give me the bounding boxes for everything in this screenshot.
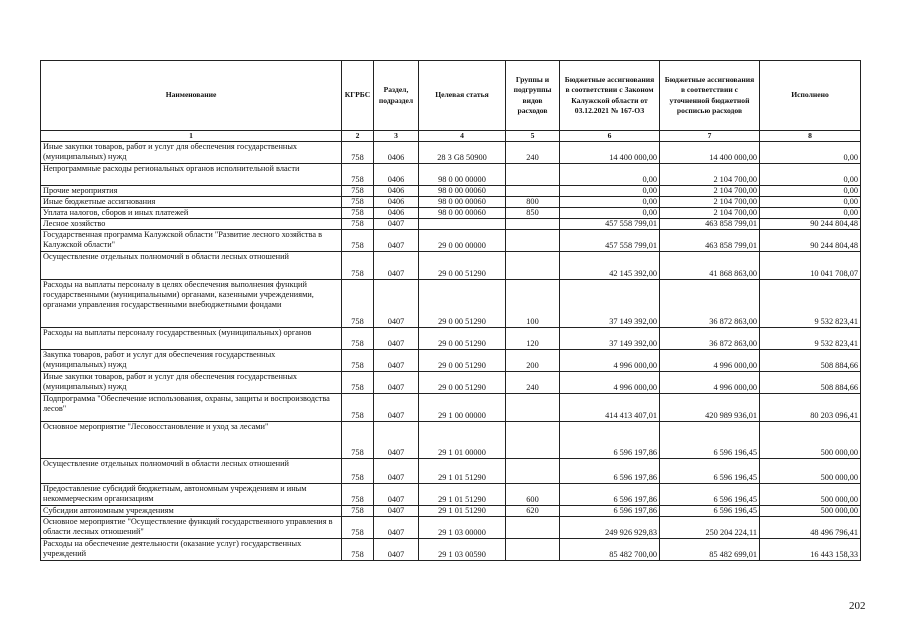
row-kgrbs: 758 (342, 539, 374, 561)
row-target-article: 29 1 00 00000 (419, 394, 506, 422)
row-section: 0407 (374, 484, 419, 506)
table-row (41, 197, 861, 208)
row-section: 0406 (374, 208, 419, 219)
row-target-article: 29 0 00 51290 (419, 280, 506, 328)
column-number: 6 (560, 131, 660, 142)
row-executed: 0,00 (760, 164, 861, 186)
row-executed: 508 884,66 (760, 372, 861, 394)
table-row (41, 280, 861, 328)
table-row (41, 186, 861, 197)
row-name: Субсидии автономным учреждениям (41, 506, 342, 517)
table-row (41, 484, 861, 506)
row-refined-allocation: 4 996 000,00 (660, 372, 760, 394)
row-target-article: 29 1 03 00590 (419, 539, 506, 561)
page-number: 202 (849, 600, 866, 612)
row-kgrbs: 758 (342, 164, 374, 186)
row-section: 0407 (374, 539, 419, 561)
header-name: Наименование (41, 61, 342, 131)
row-refined-allocation: 85 482 699,01 (660, 539, 760, 561)
row-expense-group (506, 186, 560, 197)
row-target-article: 98 0 00 00060 (419, 197, 506, 208)
row-target-article: 29 0 00 51290 (419, 328, 506, 350)
row-expense-group (506, 164, 560, 186)
row-refined-allocation: 14 400 000,00 (660, 142, 760, 164)
row-kgrbs: 758 (342, 506, 374, 517)
table-row (41, 372, 861, 394)
row-target-article: 29 0 00 51290 (419, 252, 506, 280)
row-section: 0407 (374, 517, 419, 539)
row-section: 0407 (374, 280, 419, 328)
row-kgrbs: 758 (342, 394, 374, 422)
row-law-allocation: 0,00 (560, 164, 660, 186)
row-section: 0407 (374, 422, 419, 459)
table-row (41, 252, 861, 280)
row-kgrbs: 758 (342, 252, 374, 280)
row-executed: 9 532 823,41 (760, 328, 861, 350)
row-expense-group: 800 (506, 197, 560, 208)
row-refined-allocation: 36 872 863,00 (660, 328, 760, 350)
row-section: 0407 (374, 394, 419, 422)
row-law-allocation: 42 145 392,00 (560, 252, 660, 280)
row-name: Иные закупки товаров, работ и услуг для обеспечения государственных (муниципальных) нужд (41, 372, 342, 394)
header-law-allocation: Бюджетные ассигнования в соответствии с Законом Калужской области от 03.12.2021 № 167-ОЗ (560, 61, 660, 131)
row-name: Государственная программа Калужской области "Развитие лесного хозяйства в Калужской области" (41, 230, 342, 252)
row-refined-allocation: 2 104 700,00 (660, 197, 760, 208)
row-refined-allocation: 420 989 936,01 (660, 394, 760, 422)
column-number: 3 (374, 131, 419, 142)
table-body (41, 142, 861, 561)
row-name: Расходы на обеспечение деятельности (оказание услуг) государственных учреждений (41, 539, 342, 561)
row-executed: 0,00 (760, 142, 861, 164)
table-row (41, 164, 861, 186)
table-row (41, 394, 861, 422)
row-refined-allocation: 463 858 799,01 (660, 230, 760, 252)
row-expense-group: 120 (506, 328, 560, 350)
table-row (41, 506, 861, 517)
row-executed: 500 000,00 (760, 506, 861, 517)
table-row (41, 422, 861, 459)
row-name: Непрограммные расходы региональных органов исполнительной власти (41, 164, 342, 186)
table-row (41, 459, 861, 484)
row-refined-allocation: 41 868 863,00 (660, 252, 760, 280)
row-expense-group: 240 (506, 142, 560, 164)
row-section: 0407 (374, 459, 419, 484)
row-executed: 508 884,66 (760, 350, 861, 372)
row-name: Расходы на выплаты персоналу государственных (муниципальных) органов (41, 328, 342, 350)
row-section: 0407 (374, 219, 419, 230)
row-refined-allocation: 2 104 700,00 (660, 164, 760, 186)
row-name: Предоставление субсидий бюджетным, автономным учреждениям и иным некоммерческим организациям (41, 484, 342, 506)
column-number-row (41, 131, 861, 142)
row-target-article: 29 1 01 51290 (419, 459, 506, 484)
row-target-article: 29 1 01 51290 (419, 506, 506, 517)
row-name: Осуществление отдельных полномочий в области лесных отношений (41, 252, 342, 280)
row-section: 0406 (374, 164, 419, 186)
row-expense-group: 200 (506, 350, 560, 372)
row-kgrbs: 758 (342, 208, 374, 219)
row-expense-group (506, 394, 560, 422)
row-law-allocation: 37 149 392,00 (560, 328, 660, 350)
row-target-article: 29 0 00 51290 (419, 350, 506, 372)
row-executed: 16 443 158,33 (760, 539, 861, 561)
row-law-allocation: 457 558 799,01 (560, 219, 660, 230)
row-executed: 500 000,00 (760, 484, 861, 506)
row-target-article: 29 1 03 00000 (419, 517, 506, 539)
table-row (41, 208, 861, 219)
row-executed: 500 000,00 (760, 459, 861, 484)
row-kgrbs: 758 (342, 422, 374, 459)
row-law-allocation: 457 558 799,01 (560, 230, 660, 252)
row-refined-allocation: 2 104 700,00 (660, 208, 760, 219)
row-executed: 500 000,00 (760, 422, 861, 459)
row-expense-group (506, 422, 560, 459)
row-name: Основное мероприятие "Лесовосстановление и уход за лесами" (41, 422, 342, 459)
row-law-allocation: 6 596 197,86 (560, 422, 660, 459)
row-kgrbs: 758 (342, 517, 374, 539)
row-refined-allocation: 250 204 224,11 (660, 517, 760, 539)
row-executed: 80 203 096,41 (760, 394, 861, 422)
row-expense-group (506, 459, 560, 484)
header-executed: Исполнено (760, 61, 861, 131)
row-name: Подпрограмма "Обеспечение использования, охраны, защиты и воспроизводства лесов" (41, 394, 342, 422)
row-refined-allocation: 2 104 700,00 (660, 186, 760, 197)
row-target-article: 28 3 G8 50900 (419, 142, 506, 164)
row-refined-allocation: 6 596 196,45 (660, 484, 760, 506)
header-groups: Группы и подгруппы видов расходов (506, 61, 560, 131)
column-number: 4 (419, 131, 506, 142)
row-section: 0407 (374, 506, 419, 517)
column-number: 2 (342, 131, 374, 142)
table-row (41, 539, 861, 561)
row-target-article: 29 0 00 00000 (419, 230, 506, 252)
row-target-article: 98 0 00 00000 (419, 164, 506, 186)
row-executed: 90 244 804,48 (760, 230, 861, 252)
row-expense-group: 850 (506, 208, 560, 219)
row-expense-group (506, 539, 560, 561)
row-expense-group (506, 219, 560, 230)
column-number: 7 (660, 131, 760, 142)
row-refined-allocation: 6 596 196,45 (660, 506, 760, 517)
row-law-allocation: 6 596 197,86 (560, 459, 660, 484)
row-executed: 48 496 796,41 (760, 517, 861, 539)
column-number: 5 (506, 131, 560, 142)
row-name: Иные бюджетные ассигнования (41, 197, 342, 208)
header-section: Раздел, подраздел (374, 61, 419, 131)
row-refined-allocation: 4 996 000,00 (660, 350, 760, 372)
table-row (41, 219, 861, 230)
row-refined-allocation: 6 596 196,45 (660, 459, 760, 484)
row-target-article: 29 0 00 51290 (419, 372, 506, 394)
row-executed: 90 244 804,48 (760, 219, 861, 230)
header-refined-allocation: Бюджетные ассигнования в соответствии с уточненной бюджетной росписью расходов (660, 61, 760, 131)
table-row (41, 517, 861, 539)
row-executed: 0,00 (760, 197, 861, 208)
row-target-article: 29 1 01 51290 (419, 484, 506, 506)
row-expense-group (506, 252, 560, 280)
row-law-allocation: 0,00 (560, 186, 660, 197)
row-section: 0406 (374, 142, 419, 164)
row-kgrbs: 758 (342, 197, 374, 208)
row-law-allocation: 0,00 (560, 197, 660, 208)
row-name: Лесное хозяйство (41, 219, 342, 230)
row-expense-group: 240 (506, 372, 560, 394)
row-target-article: 98 0 00 00060 (419, 208, 506, 219)
row-section: 0407 (374, 372, 419, 394)
row-target-article: 98 0 00 00060 (419, 186, 506, 197)
row-law-allocation: 37 149 392,00 (560, 280, 660, 328)
row-name: Расходы на выплаты персоналу в целях обеспечения выполнения функций государственными (муниципальными) органами, казенными учреждениями, органами управления государственными внебюджетными фондами (41, 280, 342, 328)
row-section: 0407 (374, 350, 419, 372)
row-expense-group: 620 (506, 506, 560, 517)
table-row (41, 230, 861, 252)
row-name: Иные закупки товаров, работ и услуг для обеспечения государственных (муниципальных) нужд (41, 142, 342, 164)
table-row (41, 142, 861, 164)
row-kgrbs: 758 (342, 142, 374, 164)
row-law-allocation: 4 996 000,00 (560, 372, 660, 394)
row-expense-group: 100 (506, 280, 560, 328)
row-law-allocation: 14 400 000,00 (560, 142, 660, 164)
row-section: 0406 (374, 197, 419, 208)
header-kgrbs: КГРБС (342, 61, 374, 131)
header-target: Целевая статья (419, 61, 506, 131)
row-name: Прочие мероприятия (41, 186, 342, 197)
row-target-article (419, 219, 506, 230)
header-row (41, 61, 861, 131)
row-expense-group (506, 230, 560, 252)
row-name: Уплата налогов, сборов и иных платежей (41, 208, 342, 219)
row-executed: 0,00 (760, 186, 861, 197)
row-executed: 10 041 708,07 (760, 252, 861, 280)
row-name: Основное мероприятие "Осуществление функций государственного управления в области лесных отношений" (41, 517, 342, 539)
row-refined-allocation: 463 858 799,01 (660, 219, 760, 230)
row-kgrbs: 758 (342, 280, 374, 328)
row-executed: 0,00 (760, 208, 861, 219)
table-row (41, 350, 861, 372)
row-refined-allocation: 6 596 196,45 (660, 422, 760, 459)
row-kgrbs: 758 (342, 484, 374, 506)
row-kgrbs: 758 (342, 459, 374, 484)
row-refined-allocation: 36 872 863,00 (660, 280, 760, 328)
row-section: 0407 (374, 328, 419, 350)
row-executed: 9 532 823,41 (760, 280, 861, 328)
row-section: 0406 (374, 186, 419, 197)
row-section: 0407 (374, 230, 419, 252)
row-kgrbs: 758 (342, 230, 374, 252)
row-kgrbs: 758 (342, 350, 374, 372)
row-expense-group: 600 (506, 484, 560, 506)
row-kgrbs: 758 (342, 328, 374, 350)
row-law-allocation: 6 596 197,86 (560, 484, 660, 506)
row-law-allocation: 6 596 197,86 (560, 506, 660, 517)
row-law-allocation: 414 413 407,01 (560, 394, 660, 422)
row-law-allocation: 4 996 000,00 (560, 350, 660, 372)
row-kgrbs: 758 (342, 372, 374, 394)
row-target-article: 29 1 01 00000 (419, 422, 506, 459)
table-row (41, 328, 861, 350)
column-number: 1 (41, 131, 342, 142)
row-kgrbs: 758 (342, 219, 374, 230)
row-section: 0407 (374, 252, 419, 280)
row-name: Закупка товаров, работ и услуг для обеспечения государственных (муниципальных) нужд (41, 350, 342, 372)
row-law-allocation: 0,00 (560, 208, 660, 219)
row-expense-group (506, 517, 560, 539)
column-number: 8 (760, 131, 861, 142)
budget-execution-table (40, 60, 861, 561)
row-law-allocation: 85 482 700,00 (560, 539, 660, 561)
row-name: Осуществление отдельных полномочий в области лесных отношений (41, 459, 342, 484)
row-law-allocation: 249 926 929,83 (560, 517, 660, 539)
row-kgrbs: 758 (342, 186, 374, 197)
